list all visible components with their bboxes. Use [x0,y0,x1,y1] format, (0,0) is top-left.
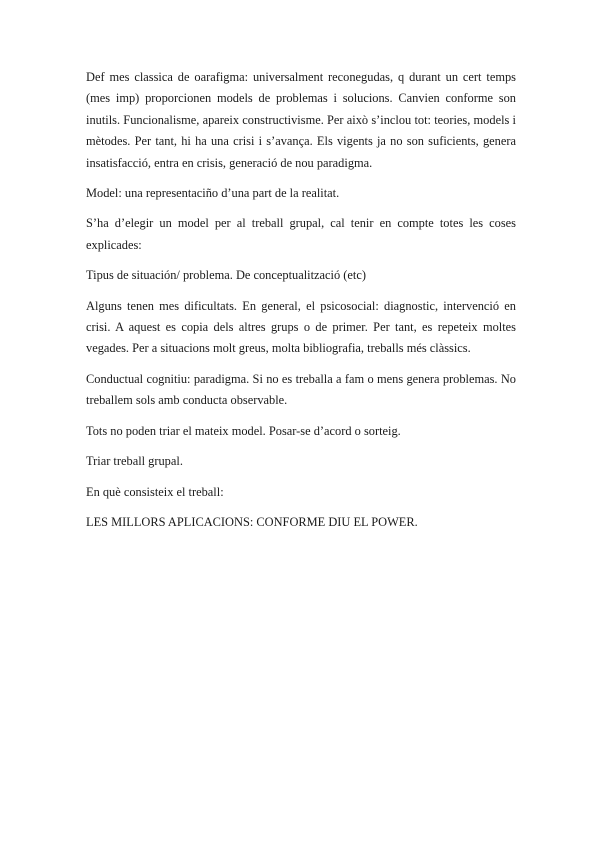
paragraph-group-work: Triar treball grupal. [86,454,183,469]
paragraph-model-selection: Tots no poden triar el mateix model. Posar-se d’acord o sorteig. [86,423,401,438]
paragraph-best-applications: LES MILLORS APLICACIONS: CONFORME DIU EL POWER. [86,514,418,529]
document-body [86,67,516,542]
paragraph-model-definition: Model: una representaciño d’una part de la realitat. [86,186,340,201]
paragraph-paradigm-definition: Def mes classica de oarafigma: universalment reconegudas, q durant un cert temps (mes imp) proporcionen models de problemas i solucions. Canvien conforme son inutils. Funcionalisme, apareix constructivisme. Per això s’inclou tot: teories, models i mètodes. Per tant, hi ha una crisi i s’avança. Els vigents ja no son suficients, genera insatisfacció, entra en crisis, generació de nou paradigma. [86,70,516,170]
paragraph-difficulties: Alguns tenen mes dificultats. En general, el psicosocial: diagnostic, intervenció en crisi. A aquest es copia dels altres grups o de primer. Per tant, es repeteix moltes vegades. Per a situacions molt greus, molta bibliografia, treballs més clàssics. [86,298,516,356]
paragraph-work-description: En què consisteix el treball: [86,484,224,499]
paragraph-situation-type: Tipus de situación/ problema. De conceptualització (etc) [86,268,366,283]
paragraph-cognitive-behavioral: Conductual cognitiu: paradigma. Si no es treballa a fam o mens genera problemas. No treballem sols amb conducta observable. [86,371,516,408]
paragraph-choose-model: S’ha d’elegir un model per al treball grupal, cal tenir en compte totes les coses explicades: [86,216,516,252]
